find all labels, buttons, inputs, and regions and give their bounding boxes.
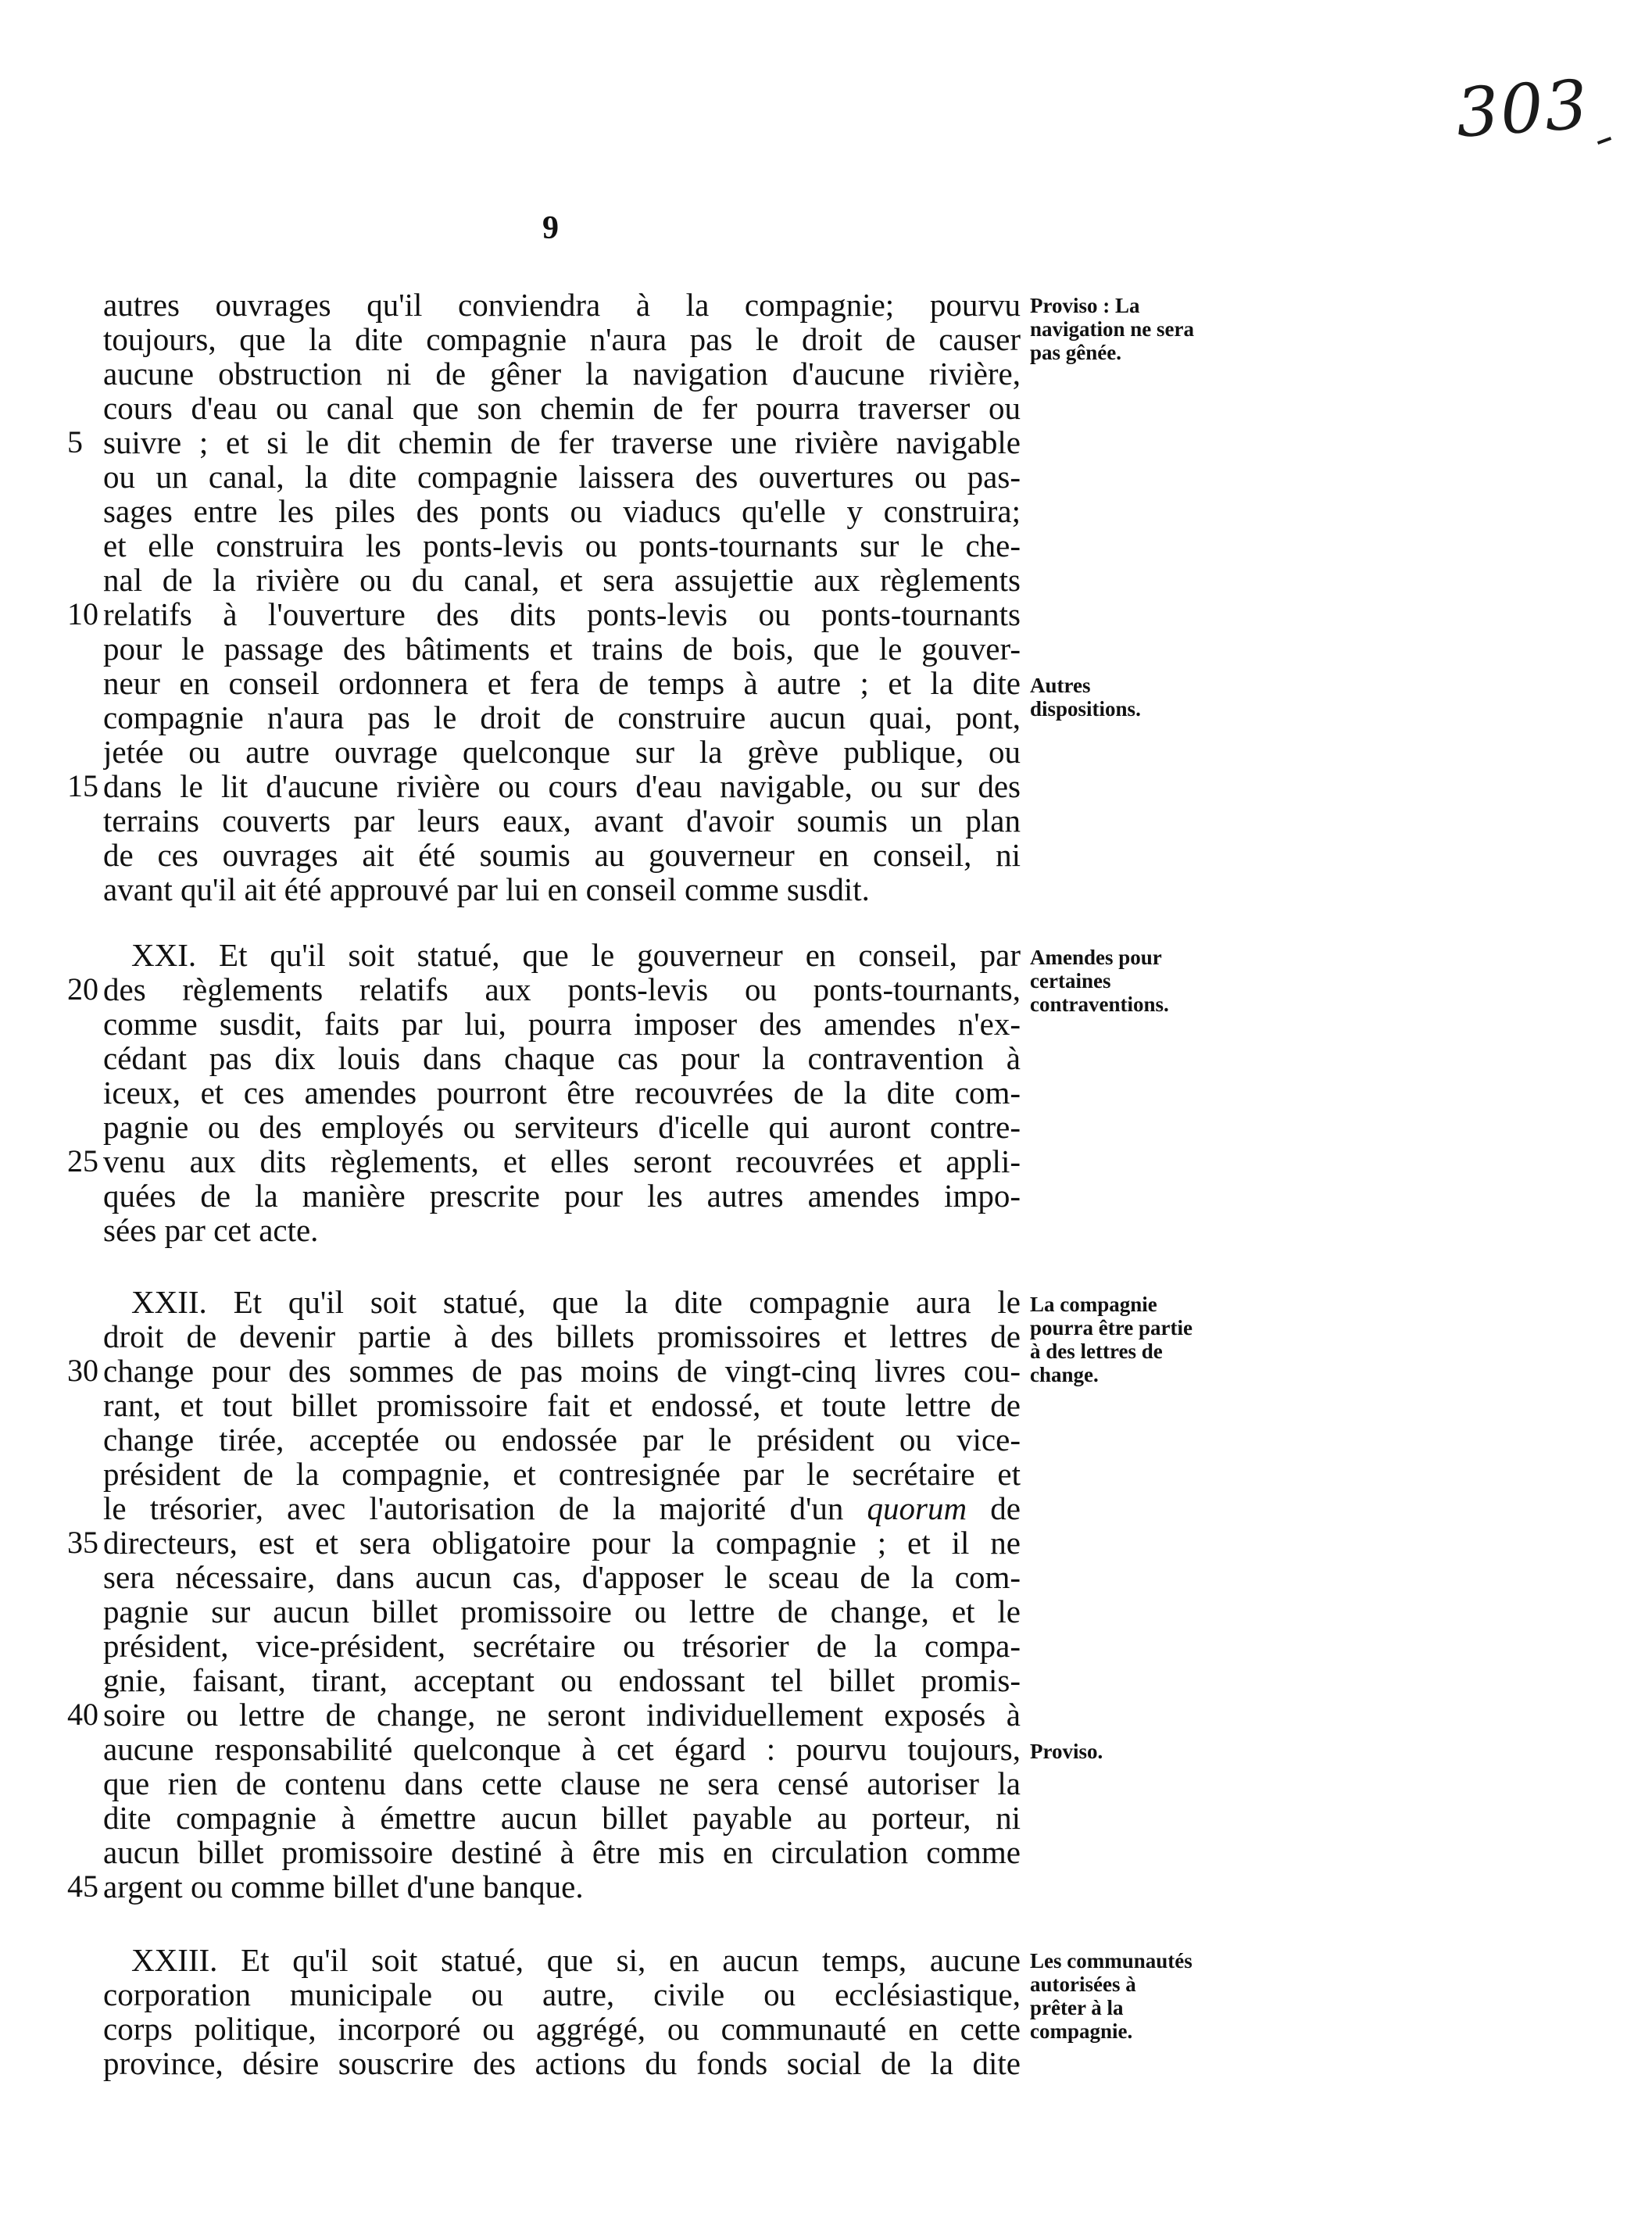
line-number: 25	[67, 1143, 98, 1179]
text-line: dans le lit d'aucune rivière ou cours d'eau navigable, ou sur des	[103, 769, 1021, 804]
line-number: 5	[67, 424, 83, 460]
text-line: aucun billet promissoire destiné à être mis en circulation comme	[103, 1835, 1021, 1870]
text-line: sera nécessaire, dans aucun cas, d'apposer le sceau de la com-	[103, 1560, 1021, 1595]
line-number: 30	[67, 1353, 98, 1388]
margin-note-proviso-navigation: Proviso : La navigation ne sera pas gênée.	[1030, 294, 1195, 364]
text-segment: de	[990, 1491, 1021, 1526]
margin-note-lettres-de-change: La compagnie pourra être partie à des lettres de change.	[1030, 1293, 1193, 1386]
text-line: sées par cet acte.	[103, 1213, 319, 1248]
text-line: directeurs, est et sera obligatoire pour la compagnie ; et il ne	[103, 1525, 1021, 1561]
text-line: gnie, faisant, tirant, acceptant ou endossant tel billet promis-	[103, 1663, 1021, 1698]
margin-note-autres-dispositions: Autres dispositions.	[1030, 674, 1141, 721]
folio-number: 303	[1454, 66, 1592, 153]
text-line: cédant pas dix louis dans chaque cas pour la contravention à	[103, 1041, 1021, 1076]
text-line: aucune responsabilité quelconque à cet égard : pourvu toujours,	[103, 1732, 1021, 1767]
text-line: nal de la rivière ou du canal, et sera assujettie aux règlements	[103, 563, 1021, 598]
text-line: pagnie ou des employés ou serviteurs d'icelle qui auront contre-	[103, 1110, 1021, 1145]
text-line: sages entre les piles des ponts ou viaducs qu'elle y construira;	[103, 494, 1021, 529]
text-line: corps politique, incorporé ou aggrégé, ou communauté en cette	[103, 2012, 1021, 2047]
line-number: 15	[67, 768, 98, 803]
text-line: relatifs à l'ouverture des dits ponts-levis ou ponts-tournants	[103, 597, 1021, 632]
section-xxi-heading-line: XXI. Et qu'il soit statué, que le gouverneur en conseil, par	[131, 938, 1021, 973]
text-line: de ces ouvrages ait été soumis au gouverneur en conseil, ni	[103, 838, 1021, 873]
text-line: que rien de contenu dans cette clause ne sera censé autoriser la	[103, 1766, 1021, 1801]
text-line: dite compagnie à émettre aucun billet payable au porteur, ni	[103, 1801, 1021, 1836]
text-line: cours d'eau ou canal que son chemin de fer pourra traverser ou	[103, 391, 1021, 426]
line-number: 10	[67, 596, 98, 631]
text-line: terrains couverts par leurs eaux, avant d'avoir soumis un plan	[103, 803, 1021, 839]
text-line: neur en conseil ordonnera et fera de temps à autre ; et la dite	[103, 666, 1021, 701]
line-number: 45	[67, 1869, 98, 1904]
text-line: quées de la manière prescrite pour les autres amendes impo-	[103, 1179, 1021, 1214]
text-line: soire ou lettre de change, ne seront individuellement exposés à	[103, 1697, 1021, 1733]
text-line-with-quorum	[103, 1491, 1021, 1527]
text-line: président de la compagnie, et contresignée par le secrétaire et	[103, 1457, 1021, 1492]
text-line: toujours, que la dite compagnie n'aura pas le droit de causer	[103, 322, 1021, 357]
text-line: province, désire souscrire des actions du fonds social de la dite	[103, 2046, 1021, 2081]
text-line: droit de devenir partie à des billets promissoires et lettres de	[103, 1319, 1021, 1354]
italic-word: quorum	[867, 1491, 967, 1526]
text-line: ou un canal, la dite compagnie laissera des ouvertures ou pas-	[103, 460, 1021, 495]
text-line: comme susdit, faits par lui, pourra imposer des amendes n'ex-	[103, 1007, 1021, 1042]
text-line: pagnie sur aucun billet promissoire ou lettre de change, et le	[103, 1594, 1021, 1629]
text-line: venu aux dits règlements, et elles seront recouvrées et appli-	[103, 1144, 1021, 1179]
text-segment: le trésorier, avec l'autorisation de la majorité d'un	[103, 1491, 844, 1526]
line-number: 20	[67, 971, 98, 1007]
margin-note-amendes: Amendes pour certaines contraventions.	[1030, 946, 1169, 1016]
text-line: suivre ; et si le dit chemin de fer traverse une rivière navigable	[103, 425, 1021, 460]
margin-note-communautes: Les communautés autorisées à prêter à la compagnie.	[1030, 1949, 1193, 2043]
text-line: et elle construira les ponts-levis ou ponts-tournants sur le che-	[103, 528, 1021, 563]
folio-dash	[1597, 137, 1611, 145]
text-line: rant, et tout billet promissoire fait et endossé, et toute lettre de	[103, 1388, 1021, 1423]
text-line: change pour des sommes de pas moins de vingt-cinq livres cou-	[103, 1354, 1021, 1389]
text-line: compagnie n'aura pas le droit de construire aucun quai, pont,	[103, 700, 1021, 735]
section-xxiii-heading-line: XXIII. Et qu'il soit statué, que si, en aucun temps, aucune	[131, 1943, 1021, 1978]
line-number: 40	[67, 1697, 98, 1732]
text-line: aucune obstruction ni de gêner la navigation d'aucune rivière,	[103, 356, 1021, 392]
text-line: jetée ou autre ouvrage quelconque sur la grève publique, ou	[103, 735, 1021, 770]
line-number: 35	[67, 1525, 98, 1560]
text-line: des règlements relatifs aux ponts-levis ou ponts-tournants,	[103, 972, 1021, 1007]
text-line: pour le passage des bâtiments et trains de bois, que le gouver-	[103, 631, 1021, 667]
page-number: 9	[542, 210, 559, 246]
section-xxii-heading-line: XXII. Et qu'il soit statué, que la dite compagnie aura le	[131, 1285, 1021, 1320]
text-line: argent ou comme billet d'une banque.	[103, 1869, 584, 1905]
margin-note-proviso: Proviso.	[1030, 1740, 1103, 1763]
text-line: avant qu'il ait été approuvé par lui en conseil comme susdit.	[103, 872, 870, 907]
text-line: autres ouvrages qu'il conviendra à la compagnie; pourvu	[103, 288, 1021, 323]
text-line: président, vice-président, secrétaire ou trésorier de la compa-	[103, 1629, 1021, 1664]
text-line: change tirée, acceptée ou endossée par le président ou vice-	[103, 1422, 1021, 1458]
text-line: corporation municipale ou autre, civile ou ecclésiastique,	[103, 1977, 1021, 2012]
text-line: iceux, et ces amendes pourront être recouvrées de la dite com-	[103, 1075, 1021, 1111]
